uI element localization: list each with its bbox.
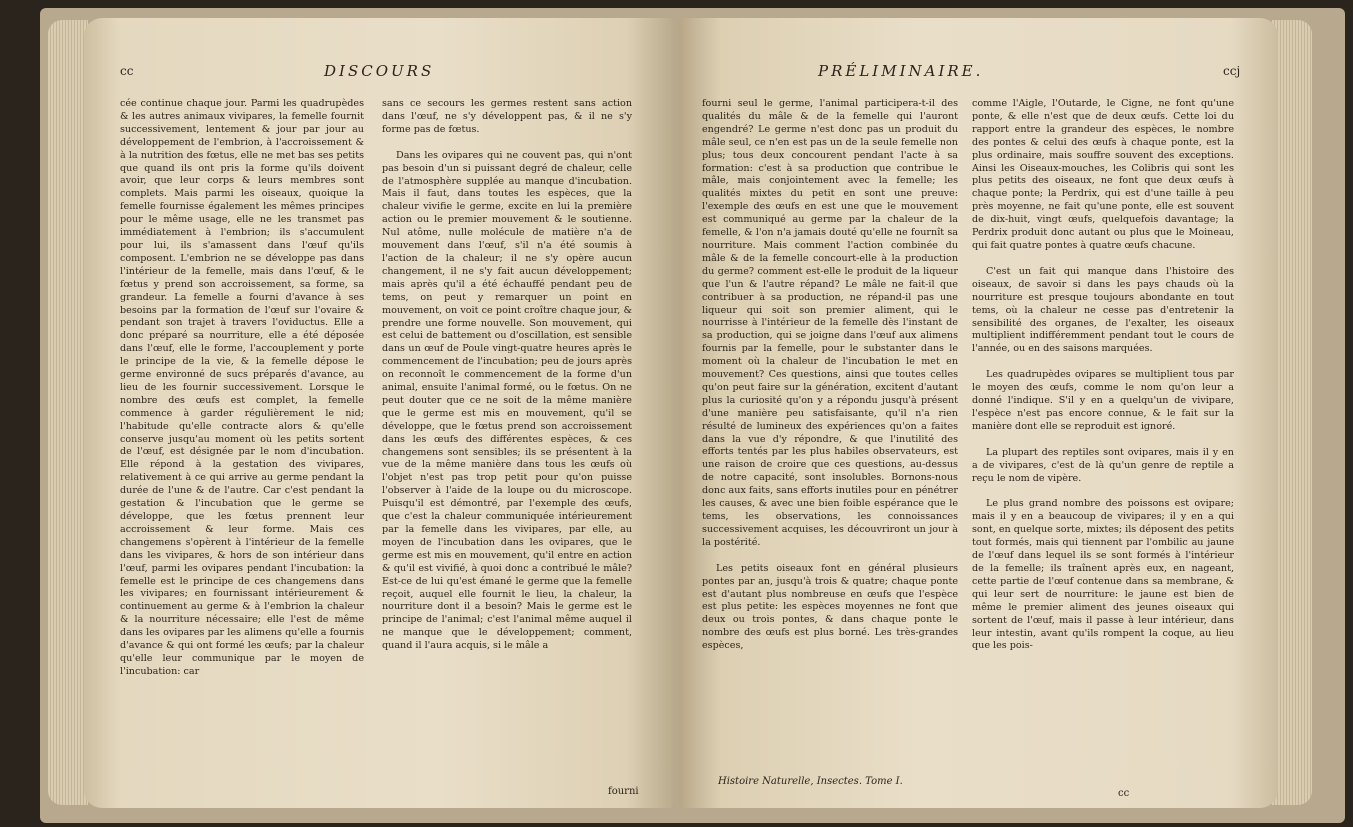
right-page-column-1 — [702, 98, 958, 653]
paragraph: Le plus grand nombre des poissons est ovipare; mais il y en a beaucoup de vivipares; il y en a qui sont, en quelque sorte, mixtes; ils déposent des petits tout formés, mais qui tiennent par l'ombilic au jaune de l'œuf dans lequel ils se sont formés à l'intérieur de la femelle; ils traînent après eux, en nageant, cette partie de l'œuf contenue dans sa membrane, & qui leur sert de nourriture: le jaune est bien de même le premier aliment des jeunes oiseaux qui sortent de l'œuf, mais il passe à leur intérieur, dans leur intestin, avant qu'ils rompent la coque, au lieu que les pois- — [972, 498, 1234, 652]
footer-title: Histoire Naturelle, Insectes. Tome I. — [718, 776, 903, 787]
left-page-column-2 — [382, 98, 632, 653]
left-catchword: fourni — [608, 786, 639, 797]
signature-mark: cc — [1118, 788, 1130, 799]
right-page — [678, 18, 1278, 808]
paragraph: Dans les ovipares qui ne couvent pas, qui n'ont pas besoin d'un si puissant degré de chaleur, celle de l'atmosphère supplée au manque d'incubation. Mais il faut, dans toutes les espèces, que la chaleur vivifie le germe, excite en lui la première action ou le premier mouvement & le soutienne. Nul atôme, nulle molécule de matière n'a de mouvement dans l'œuf, s'il n'a été soumis à l'action de la chaleur; il ne s'y opère aucun changement, il ne s'y fait aucun développement; mais après qu'il a été échauffé pendant peu de tems, on peut y remarquer un point en mouvement, on voit ce point croître chaque jour, & prendre une forme nouvelle. Son mouvement, qui est celui de battement ou d'oscillation, est sensible dans un œuf de Poule vingt-quatre heures après le commencement de l'incubation; peu de jours après on reconnoît le commencement de la forme d'un animal, ensuite l'animal formé, ou le fœtus. On ne peut douter que ce ne soit de la même manière que le germe est mis en mouvement, qu'il se développe, que le fœtus prend son accroissement dans les œufs des différentes espèces, & ces changemens sont sensibles; ils se présentent à la vue de la même manière dans tous les œufs où l'objet n'est pas trop petit pour qu'on puisse l'observer à l'aide de la loupe ou du microscope. Puisqu'il est démontré, par l'exemple des œufs, que c'est la chaleur communiquée intérieurement par la femelle dans les vivipares, par elle, au moyen de l'incubation dans les ovipares, que le germe est mis en mouvement, qu'il entre en action & qu'il est vivifié, à quoi donc a contribué le mâle? Est-ce de lui qu'est émané le germe que la femelle reçoit, auquel elle fournit le lieu, la chaleur, la nourriture dont il a besoin? Mais le germe est le principe de l'animal; c'est l'animal même auquel il ne manque que le développement; comment, quand il l'aura acquis, si le mâle a — [382, 149, 632, 652]
left-page — [84, 18, 674, 808]
paragraph: Les quadrupèdes ovipares se multiplient tous par le moyen des œufs, comme le nom qu'on leur a donné l'indique. S'il y en a quelqu'un de vivipare, l'espèce n'est pas encore connue, & le fait sur la manière dont elle se reproduit est ignoré. — [972, 369, 1234, 432]
paragraph: cée continue chaque jour. Parmi les quadrupèdes & les autres animaux vivipares, la femelle fournit successivement, lentement & jour par jour au développement de l'embrion, à l'accroissement & à la nutrition des fœtus, elle ne met bas ses petits que quand ils ont pris la forme qu'ils doivent avoir, que leur corps & leurs membres sont complets. Mais parmi les oiseaux, quoique la femelle fournisse également les mêmes principes pour le même usage, elle ne les transmet pas immédiatement à l'embrion; ils s'accumulent pour lui, ils s'amassent dans l'œuf qu'ils composent. L'embrion ne se développe pas dans l'intérieur de la femelle, mais dans l'œuf, & le fœtus y prend son accroissement, sa forme, sa grandeur. La femelle a fourni d'avance à ses besoins par la formation de l'œuf sur l'ovaire & pendant son trajet à travers l'oviductus. Elle a donc préparé sa nourriture, elle a été déposée dans l'œuf, elle le forme, l'accouplement y porte le principe de la vie, & la femelle dépose le germe environné de sucs préparés d'avance, au lieu de les fournir successivement. Lorsque le nombre des œufs est complet, la femelle commence à garder régulièrement le nid; l'habitude qu'elle contracte alors & qu'elle conserve jusqu'au moment où les petits sortent de l'œuf, est désignée par le nom d'incubation. Elle répond à la gestation des vivipares, relativement à ce qui arrive au germe pendant la durée de l'une & de l'autre. Car c'est pendant la gestation & l'incubation que le germe se développe, que les fœtus prennent leur accroissement & leur forme. Mais ces changemens s'opèrent à l'intérieur de la femelle dans les vivipares, & hors de son intérieur dans l'œuf, parmi les ovipares pendant l'incubation: la femelle est le principe de ces changemens dans les vivipares; en fournissant intérieurement & continuement au germe & à l'embrion la chaleur & la nourriture nécessaire; elle l'est de même dans les ovipares par les alimens qu'elle a fournis d'avance & qui ont formé les œufs; par la chaleur qu'elle leur communique par le moyen de l'incubation: car — [120, 98, 364, 677]
paragraph: C'est un fait qui manque dans l'histoire des oiseaux, de savoir si dans les pays chauds où la nourriture est presque toujours abondante en tout tems, où la chaleur ne cesse pas d'entretenir la sensibilité des organes, de l'exalter, les oiseaux multiplient indifféremment pendant tout le cours de l'année, ou en des saisons marquées. — [972, 265, 1234, 355]
paragraph: sans ce secours les germes restent sans action dans l'œuf, ne s'y développent pas, & il ne s'y forme pas de fœtus. — [382, 98, 632, 135]
paragraph: fourni seul le germe, l'animal participera-t-il des qualités du mâle & de la femelle qui l'auront engendré? Le germe n'est donc pas un produit du mâle seul, ce n'en est pas un de la seule femelle non plus; tous deux concourent pendant l'acte à sa formation: c'est à sa production que contribue le mâle, mais conjointement avec la femelle; les qualités mixtes du petit en sont une preuve: l'exemple des œufs en est une que le mouvement est communiqué au germe par la chaleur de la femelle, & l'on n'a jamais douté qu'elle ne fournît sa nourriture. Mais comment l'action combinée du mâle & de la femelle concourt-elle à la production du germe? comment est-elle le produit de la liqueur que l'un & l'autre répand? Le mâle ne fait-il que contribuer à sa production, ne répand-il pas une liqueur qui soit son premier aliment, qui le nourrisse à l'intérieur de la femelle dès l'instant de sa production, qui se joigne dans l'œuf aux alimens fournis par la femelle, pour le substanter dans le moment où la chaleur de l'incubation le met en mouvement? Ces questions, ainsi que toutes celles qu'on peut faire sur la génération, excitent d'autant plus la curiosité qu'on y a répondu jusqu'à présent d'une manière peu satisfaisante, qu'il n'a rien résulté de lumineux des expériences qu'on a faites dans la vue d'y répondre, & que l'inutilité des efforts tentés par les plus habiles observateurs, est une raison de croire que ces questions, au-dessus de notre capacité, sont insolubles. Bornons-nous donc aux faits, sans efforts inutiles pour en pénétrer les causes, & avec une bien foible espérance que le tems, les observations, les connoissances successivement acquises, les découvriront un jour à la postérité. — [702, 98, 958, 548]
left-running-head: DISCOURS — [324, 62, 435, 80]
paragraph: Les petits oiseaux font en général plusieurs pontes par an, jusqu'à trois & quatre; chaque ponte est d'autant plus nombreuse en œufs que l'espèce est plus petite: les espèces moyennes ne font que deux ou trois pontes, & dans chaque ponte le nombre des œufs est plus borné. Les très-grandes espèces, — [702, 562, 958, 652]
paragraph: La plupart des reptiles sont ovipares, mais il y en a de vivipares, c'est de là qu'un genre de reptile a reçu le nom de vipère. — [972, 446, 1234, 484]
left-page-number: cc — [120, 64, 134, 78]
right-page-edges — [1272, 20, 1312, 805]
right-running-head: PRÉLIMINAIRE. — [818, 62, 984, 80]
right-page-number: ccj — [1223, 64, 1241, 78]
paragraph: comme l'Aigle, l'Outarde, le Cigne, ne font qu'une ponte, & elle n'est que de deux œufs. Cette loi du rapport entre la grandeur des espèces, le nombre des pontes & celui des œufs à chaque ponte, est la plus ordinaire, mais souffre souvent des exceptions. Ainsi les Oiseaux-mouches, les Colibris qui sont les plus petits des oiseaux, ne font que deux œufs à chaque ponte; la Perdrix, qui est d'une taille à peu près moyenne, ne fait qu'une ponte, elle est souvent de dix-huit, vingt œufs, quelquefois davantage; la Perdrix produit donc autant ou plus que le Moineau, qui fait quatre pontes à quatre œufs chacune. — [972, 98, 1234, 251]
right-page-column-2 — [972, 98, 1234, 653]
left-page-column-1 — [120, 98, 364, 679]
left-page-edges — [48, 20, 88, 805]
